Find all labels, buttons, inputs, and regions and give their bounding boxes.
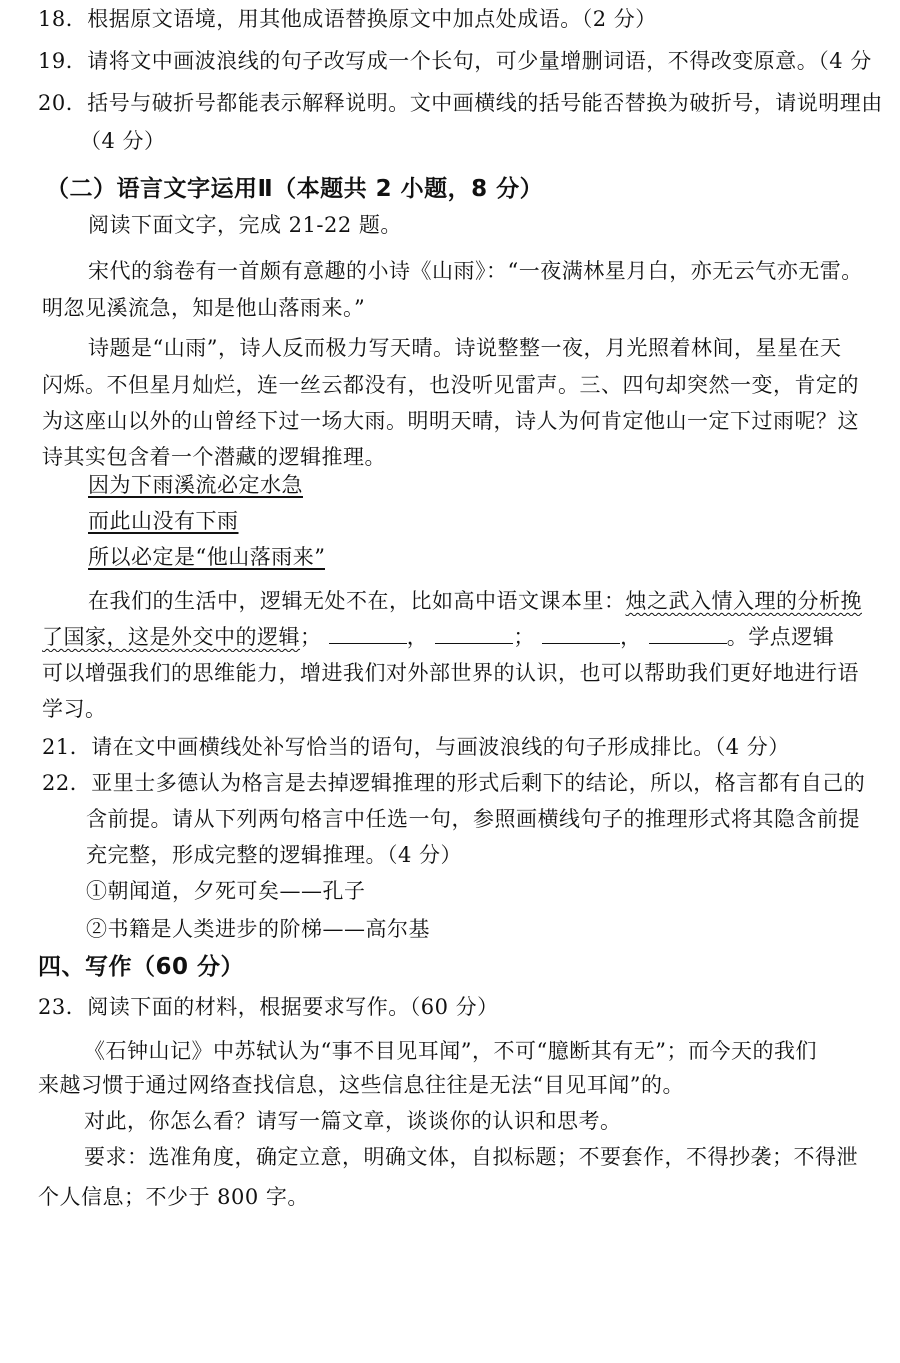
requirements-line-1: 要求：选准角度，确定立意，明确文体，自拟标题；不要套作，不得抄袭；不得泄 [84,1145,858,1169]
proverb-option-2: ②书籍是人类进步的阶梯——高尔基 [86,917,430,941]
paragraph-3-line-2-end: 。学点逻辑 [726,625,835,649]
section-2-heading: （二）语言文字运用Ⅱ（本题共 2 小题，8 分） [46,176,544,202]
requirements-line-2: 个人信息；不少于 800 字。 [38,1185,309,1209]
reasoning-conclusion: 所以必定是“他山落雨来” [88,545,326,569]
question-20-line-1: 20．括号与破折号都能表示解释说明。文中画横线的括号能否替换为破折号，请说明理由 [38,91,883,115]
material-line-2: 来越习惯于通过网络查找信息，这些信息往往是无法“目见耳闻”的。 [38,1073,684,1097]
separator-4: ， [620,625,642,649]
fill-blank-1[interactable] [329,623,407,644]
paragraph-2-line-1: 诗题是“山雨”，诗人反而极力写天晴。诗说整整一夜，月光照着林间，星星在天 [88,336,842,360]
proverb-option-1: ①朝闻道，夕死可矣——孔子 [86,879,366,903]
paragraph-1-line-2: 明忽见溪流急，知是他山落雨来。” [42,296,366,320]
fill-blank-4[interactable] [649,623,727,644]
section-4-heading: 四、写作（60 分） [38,954,245,980]
paragraph-2-line-3: 为这座山以外的山曾经下过一场大雨。明明天晴，诗人为何肯定他山一定下过雨呢？这 [42,409,859,433]
separator-1: ； [300,625,322,649]
wavy-sentence-part-2: 了国家，这是外交中的逻辑 [42,625,300,649]
paragraph-3-line-1 [88,586,862,616]
question-20-line-2: （4 分） [80,129,166,153]
paragraph-1-line-1: 宋代的翁卷有一首颇有意趣的小诗《山雨》：“一夜满林星月白，亦无云气亦无雷。 [88,259,863,283]
wavy-sentence-part-1: 烛之武入情入理的分析挽 [625,589,862,613]
reasoning-premise-2: 而此山没有下雨 [88,509,239,533]
material-line-1: 《石钟山记》中苏轼认为“事不目见耳闻”，不可“臆断其有无”；而今天的我们 [84,1039,817,1063]
question-19: 19．请将文中画波浪线的句子改写成一个长句，可少量增删词语，不得改变原意。（4 分 [38,49,872,73]
writing-prompt: 对此，你怎么看？请写一篇文章，谈谈你的认识和思考。 [84,1109,622,1133]
question-22-line-1: 22．亚里士多德认为格言是去掉逻辑推理的形式后剩下的结论，所以，格言都有自己的 [42,771,866,795]
paragraph-3-line-3: 可以增强我们的思维能力，增进我们对外部世界的认识，也可以帮助我们更好地进行语 [42,661,859,685]
fill-blank-2[interactable] [435,623,513,644]
reading-instruction: 阅读下面文字，完成 21-22 题。 [88,213,402,237]
paragraph-3-line-4: 学习。 [42,697,107,721]
question-22-line-3: 充完整，形成完整的逻辑推理。（4 分） [86,843,463,867]
question-22-line-2: 含前提。请从下列两句格言中任选一句，参照画横线句子的推理形式将其隐含前提 [86,807,860,831]
fill-blank-3[interactable] [542,623,620,644]
question-23: 23．阅读下面的材料，根据要求写作。（60 分） [38,995,499,1019]
question-21: 21．请在文中画横线处补写恰当的语句，与画波浪线的句子形成排比。（4 分） [42,735,790,759]
paragraph-3-line-2 [42,622,834,652]
paragraph-2-line-4: 诗其实包含着一个潜藏的逻辑推理。 [42,445,386,469]
separator-2: ， [406,625,429,649]
question-18: 18．根据原文语境，用其他成语替换原文中加点处成语。（2 分） [38,7,657,31]
paragraph-2-line-2: 闪烁。不但星月灿烂，连一丝云都没有，也没听见雷声。三、四句却突然一变，肯定的 [42,373,859,397]
separator-3: ； [513,625,535,649]
paragraph-3-intro: 在我们的生活中，逻辑无处不在，比如高中语文课本里： [88,589,626,613]
reasoning-premise-1: 因为下雨溪流必定水急 [88,473,303,497]
